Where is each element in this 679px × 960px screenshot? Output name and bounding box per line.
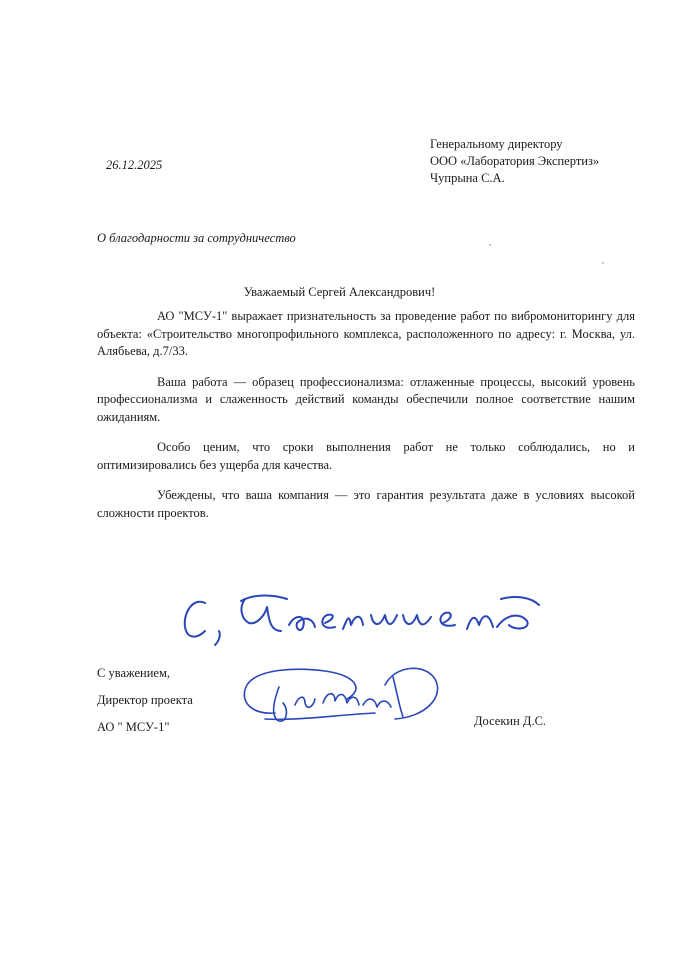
scan-speck <box>602 262 604 264</box>
letter-subject: О благодарности за сотрудничество <box>97 231 296 245</box>
letter-body <box>97 308 635 535</box>
closing-salutation: С уважением, <box>97 666 170 680</box>
letter-date: 26.12.2025 <box>106 158 163 172</box>
addressee-name: Чупрына С.А. <box>430 171 505 185</box>
addressee-company: ООО «Лаборатория Экспертиз» <box>430 154 600 168</box>
signature-image <box>235 655 450 740</box>
addressee-position: Генеральному директору <box>430 137 563 151</box>
handwritten-note <box>175 585 545 655</box>
body-paragraph: АО "МСУ-1" выражает признательность за проведение работ по вибромониторингу для объекта: «Строительство многопрофильного комплекса, расположенного по адресу: г. Москва, ул. Алябьева, д.7/33. <box>97 309 635 358</box>
scan-speck <box>489 244 491 246</box>
body-paragraph: Ваша работа — образец профессионализма: отлаженные процессы, высокий уровень профессионализма и слаженность действий команды обеспечили полное соответствие нашим ожиданиям. <box>97 374 635 424</box>
body-paragraph: Убеждены, что ваша компания — это гарантия результата даже в условиях высокой сложности проектов. <box>97 488 635 520</box>
addressee-block <box>430 136 599 187</box>
closing-position: Директор проекта <box>97 693 193 707</box>
signer-name: Досекин Д.С. <box>474 714 547 728</box>
closing-block <box>97 660 193 741</box>
letter-greeting: Уважаемый Сергей Александрович! <box>243 285 436 299</box>
closing-organization: АО " МСУ-1" <box>97 720 170 734</box>
body-paragraph: Особо ценим, что сроки выполнения работ не только соблюдались, но и оптимизировались без ущерба для качества. <box>97 440 635 472</box>
